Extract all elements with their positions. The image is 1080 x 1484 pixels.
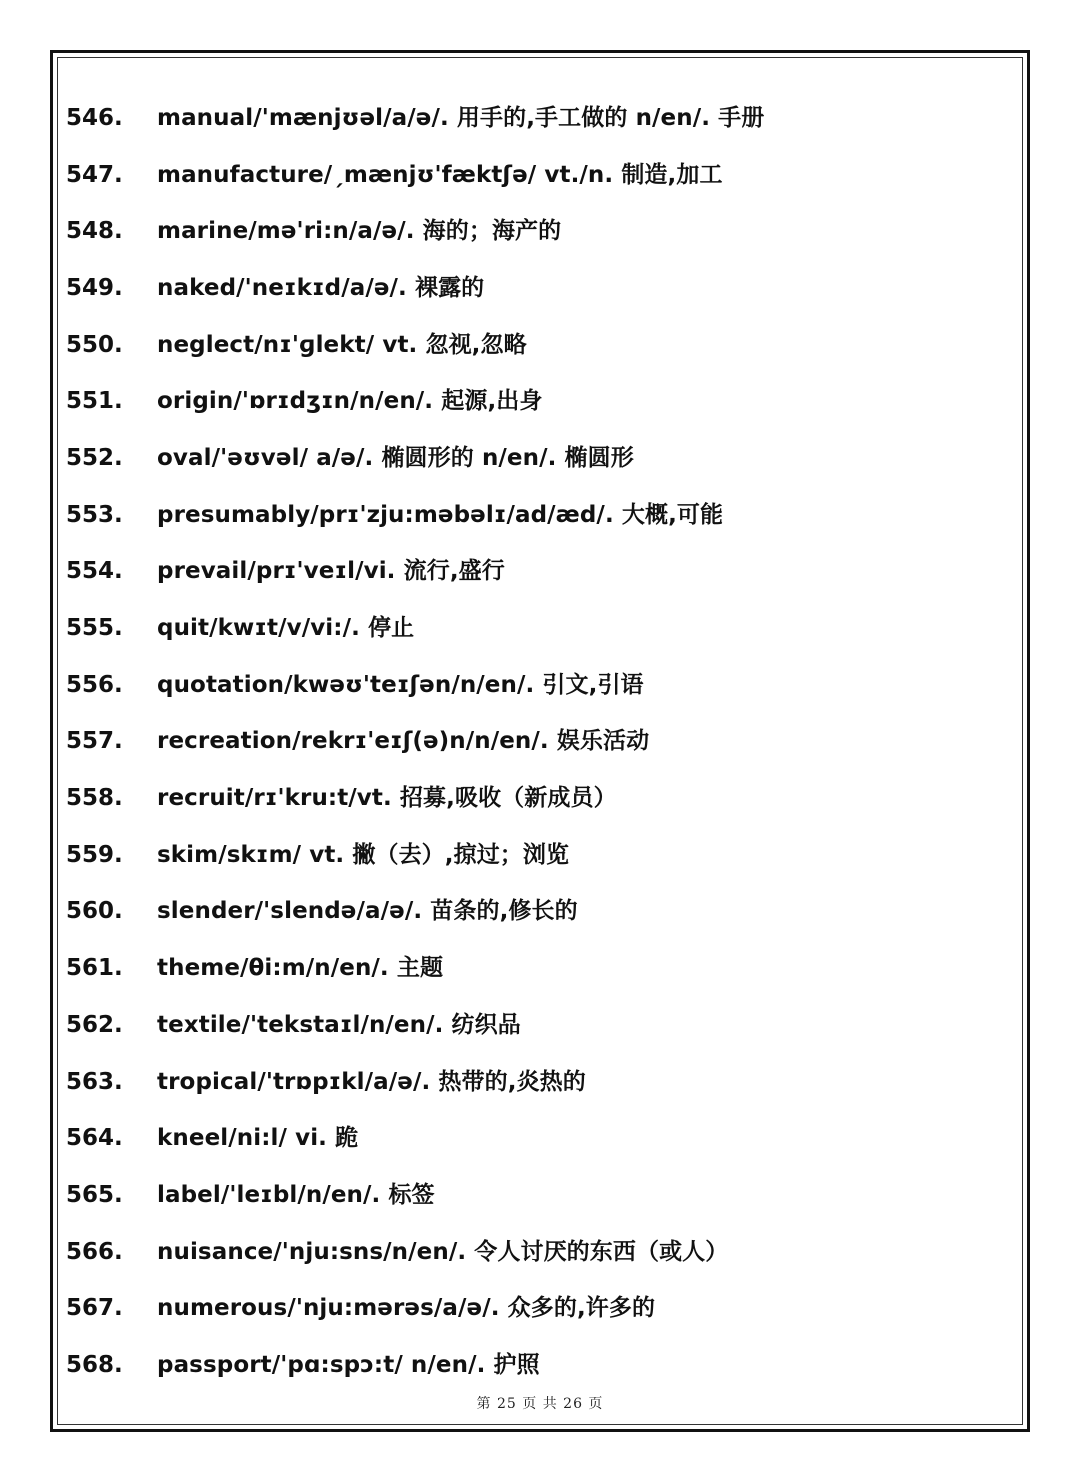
entry-number: 565. xyxy=(66,1181,123,1208)
entry-number: 566. xyxy=(66,1238,123,1265)
entry-text: skim/skɪm/ vt. 撇（去）,掠过；浏览 xyxy=(157,841,570,868)
entry-number: 567. xyxy=(66,1295,123,1322)
vocabulary-entry xyxy=(66,1110,1017,1167)
vocabulary-list xyxy=(66,90,1017,1394)
entry-text: oval/'əʊvəl/ a/ə/. 椭圆形的 n/en/. 椭圆形 xyxy=(157,444,634,471)
vocabulary-entry xyxy=(66,997,1017,1054)
vocabulary-entry xyxy=(66,544,1017,601)
page-footer: 第 25 页 共 26 页 xyxy=(476,1396,604,1412)
entry-text: theme/θi:m/n/en/. 主题 xyxy=(157,955,444,982)
entry-text: origin/'ɒrɪdʒɪn/n/en/. 起源,出身 xyxy=(157,388,543,415)
vocabulary-entry xyxy=(66,884,1017,941)
vocabulary-entry xyxy=(66,430,1017,487)
entry-text: passport/'pɑ:spɔ:t/ n/en/. 护照 xyxy=(157,1351,540,1378)
vocabulary-entry xyxy=(66,770,1017,827)
vocabulary-entry xyxy=(66,1280,1017,1337)
vocabulary-entry xyxy=(66,1337,1017,1394)
entry-number: 562. xyxy=(66,1011,123,1038)
entry-text: label/'leɪbl/n/en/. 标签 xyxy=(157,1181,435,1208)
entry-number: 560. xyxy=(66,898,123,925)
entry-text: quit/kwɪt/v/vi:/. 停止 xyxy=(157,615,415,642)
vocabulary-entry xyxy=(66,714,1017,771)
vocabulary-entry xyxy=(66,1054,1017,1111)
entry-number: 554. xyxy=(66,558,123,585)
vocabulary-entry xyxy=(66,1224,1017,1281)
vocabulary-entry xyxy=(66,260,1017,317)
entry-number: 568. xyxy=(66,1351,123,1378)
entry-number: 557. xyxy=(66,728,123,755)
entry-text: manufacture/ˏmænjʊ'fæktʃə/ vt./n. 制造,加工 xyxy=(157,161,723,188)
entry-number: 551. xyxy=(66,388,123,415)
entry-number: 561. xyxy=(66,955,123,982)
entry-text: kneel/ni:l/ vi. 跪 xyxy=(157,1125,359,1152)
entry-number: 550. xyxy=(66,331,123,358)
entry-number: 547. xyxy=(66,161,123,188)
entry-text: prevail/prɪ'veɪl/vi. 流行,盛行 xyxy=(157,558,505,585)
vocabulary-entry xyxy=(66,1167,1017,1224)
entry-number: 563. xyxy=(66,1068,123,1095)
entry-text: tropical/'trɒpɪkl/a/ə/. 热带的,炎热的 xyxy=(157,1068,586,1095)
entry-number: 552. xyxy=(66,444,123,471)
vocabulary-entry xyxy=(66,487,1017,544)
vocabulary-entry xyxy=(66,203,1017,260)
entry-number: 556. xyxy=(66,671,123,698)
entry-text: manual/'mænjʊəl/a/ə/. 用手的,手工做的 n/en/. 手册 xyxy=(157,104,765,131)
entry-number: 548. xyxy=(66,218,123,245)
vocabulary-entry xyxy=(66,147,1017,204)
entry-number: 555. xyxy=(66,615,123,642)
entry-number: 546. xyxy=(66,104,123,131)
entry-text: recruit/rɪ'kru:t/vt. 招募,吸收（新成员） xyxy=(157,785,617,812)
entry-text: nuisance/'nju:sns/n/en/. 令人讨厌的东西（或人） xyxy=(157,1238,729,1265)
entry-text: textile/'tekstaɪl/n/en/. 纺织品 xyxy=(157,1011,521,1038)
entry-text: slender/'slendə/a/ə/. 苗条的,修长的 xyxy=(157,898,578,925)
entry-text: quotation/kwəʊ'teɪʃən/n/en/. 引文,引语 xyxy=(157,671,644,698)
vocabulary-entry xyxy=(66,317,1017,374)
entry-number: 549. xyxy=(66,274,123,301)
entry-text: recreation/rekrɪ'eɪʃ(ə)n/n/en/. 娱乐活动 xyxy=(157,728,650,755)
entry-number: 564. xyxy=(66,1125,123,1152)
entry-text: numerous/'nju:mərəs/a/ə/. 众多的,许多的 xyxy=(157,1295,656,1322)
vocabulary-entry xyxy=(66,827,1017,884)
vocabulary-entry xyxy=(66,657,1017,714)
entry-text: presumably/prɪ'zju:məbəlɪ/ad/æd/. 大概,可能 xyxy=(157,501,724,528)
vocabulary-entry xyxy=(66,373,1017,430)
entry-number: 558. xyxy=(66,785,123,812)
entry-number: 559. xyxy=(66,841,123,868)
vocabulary-entry xyxy=(66,90,1017,147)
vocabulary-entry xyxy=(66,600,1017,657)
page-frame xyxy=(50,50,1030,1432)
entry-text: neglect/nɪ'ɡlekt/ vt. 忽视,忽略 xyxy=(157,331,527,358)
entry-text: naked/'neɪkɪd/a/ə/. 裸露的 xyxy=(157,274,485,301)
entry-number: 553. xyxy=(66,501,123,528)
entry-text: marine/mə'ri:n/a/ə/. 海的；海产的 xyxy=(157,218,562,245)
vocabulary-entry xyxy=(66,940,1017,997)
